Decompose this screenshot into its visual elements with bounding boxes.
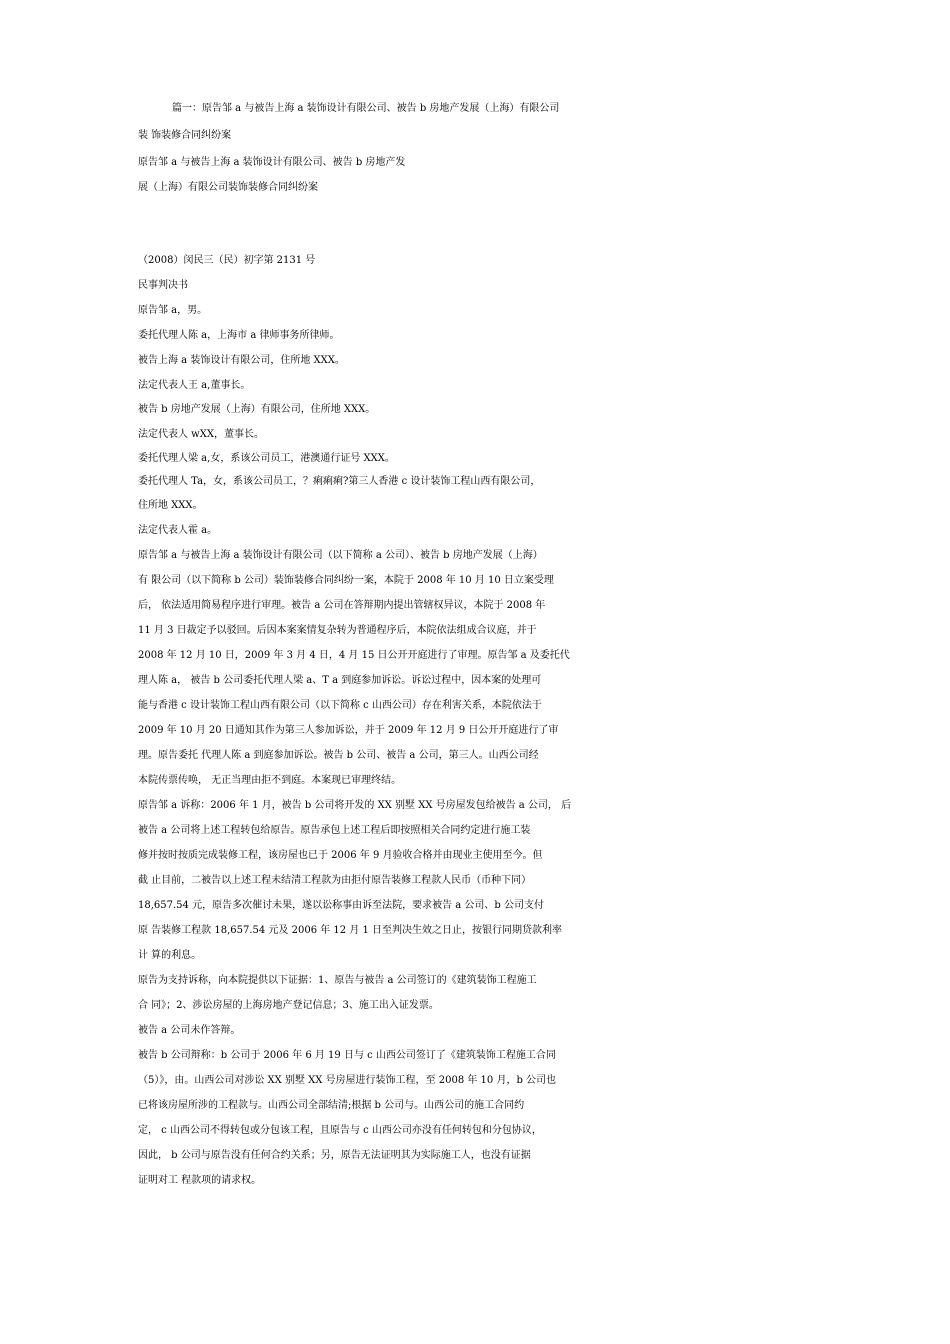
body-line: 原告邹 a 诉称：2006 年 1 月，被告 b 公司将开发的 XX 别墅 XX 号房屋发包给被告 a 公司， 后 <box>138 800 572 811</box>
body-line: 18,657.54 元，原告多次催讨未果，遂以讼称事由诉至法院，要求被告 a 公司、b 公司支付 <box>138 900 544 911</box>
body-line: 11 月 3 日裁定予以驳回。后因本案案情复杂转为普通程序后，本院依法组成合议庭，并于 <box>138 625 537 636</box>
body-line: 后， 依法适用简易程序进行审理。被告 a 公司在答辩期内提出管辖权异议，本院于 2008 年 <box>138 600 546 611</box>
title-line-1: 篇一：原告邹 a 与被告上海 a 装饰设计有限公司、被告 b 房地产发展（上海）有限公司 <box>172 103 560 114</box>
party-line: 委托代理人陈 a，上海市 a 律师事务所律师。 <box>138 330 340 341</box>
body-line: 本院传票传唤， 无正当理由拒不到庭。本案现已审理终结。 <box>138 775 402 786</box>
body-line: 已将该房屋所涉的工程款与。山西公司全部结清;根据 b 公司与。山西公司的施工合同约 <box>138 1100 525 1111</box>
body-line: 计 算的利息。 <box>138 950 202 961</box>
body-line: 原告邹 a 与被告上海 a 装饰设计有限公司（以下简称 a 公司）、被告 b 房地产发展（上海） <box>138 550 543 561</box>
party-line: 委托代理人 Ta，女，系该公司员工，？痢痢痢?第三人香港 c 设计装饰工程山西有限公司， <box>138 476 541 487</box>
body-line: 有 限公司（以下简称 b 公司）装饰装修合同纠纷一案，本院于 2008 年 10 月 10 日立案受理 <box>138 575 554 586</box>
title-line-2: 装 饰装修合同纠纷案 <box>138 130 232 141</box>
document-type: 民事判决书 <box>138 280 188 291</box>
party-line: 法定代表人 wXX，董事长。 <box>138 429 264 440</box>
subtitle-line-2: 展（上海）有限公司装饰装修合同纠纷案 <box>138 182 318 193</box>
body-line: 理人陈 a， 被告 b 公司委托代理人梁 a、T a 到庭参加诉讼。诉讼过程中，因本案的处理可 <box>138 675 542 686</box>
subtitle-line-1: 原告邹 a 与被告上海 a 装饰设计有限公司、被告 b 房地产发 <box>138 157 406 168</box>
body-line: 2009 年 10 月 20 日通知其作为第三人参加诉讼，并于 2009 年 12 月 9 日公开开庭进行了审 <box>138 725 559 736</box>
party-line: 原告邹 a，男。 <box>138 305 208 316</box>
case-number: （2008）闵民三（民）初字第 2131 号 <box>138 255 316 266</box>
body-line: 原告为支持诉称，向本院提供以下证据：1、原告与被告 a 公司签订的《建筑装饰工程施工 <box>138 975 537 986</box>
party-line: 法定代表人霍 a。 <box>138 525 218 536</box>
body-line: （5）》，由。山西公司对涉讼 XX 别墅 XX 号房屋进行装饰工程，至 2008 年 10 月，b 公司也 <box>138 1075 557 1086</box>
body-line: 合 同》；2、涉讼房屋的上海房地产登记信息；3、施工出入证发票。 <box>138 1000 439 1011</box>
party-line: 住所地 XXX。 <box>138 500 203 511</box>
party-line: 被告 b 房地产发展（上海）有限公司，住所地 XXX。 <box>138 404 376 415</box>
body-line: 能与香港 c 设计装饰工程山西有限公司（以下简称 c 山西公司）存在利害关系，本院依法于 <box>138 700 542 711</box>
party-line: 委托代理人梁 a,女，系该公司员工，港澳通行证号 XXX。 <box>138 453 395 464</box>
body-line: 被告 b 公司辩称：b 公司于 2006 年 6 月 19 日与 c 山西公司签订了《建筑装饰工程施工合同 <box>138 1050 556 1061</box>
body-line: 理。原告委托 代理人陈 a 到庭参加诉讼。被告 b 公司、被告 a 公司，第三人。山西公司经 <box>138 750 539 761</box>
body-line: 被告 a 公司未作答辩。 <box>138 1025 241 1036</box>
body-line: 2008 年 12 月 10 日，2009 年 3 月 4 日，4 月 15 日公开开庭进行了审理。原告邹 a 及委托代 <box>138 650 570 661</box>
body-line: 被告 a 公司将上述工程转包给原告。原告承包上述工程后即按照相关合同约定进行施工装 <box>138 825 531 836</box>
body-line: 修并按时按质完成装修工程，该房屋也已于 2006 年 9 月验收合格并由现业主使用至今。但 <box>138 850 543 861</box>
body-line: 定， c 山西公司不得转包或分包该工程，且原告与 c 山西公司亦没有任何转包和分包协议， <box>138 1125 542 1136</box>
body-line: 截 止目前，二被告以上述工程未结清工程款为由拒付原告装修工程款人民币（币种下同） <box>138 875 532 886</box>
party-line: 被告上海 a 装饰设计有限公司，住所地 XXX。 <box>138 355 345 366</box>
body-line: 证明对工 程款项的请求权。 <box>138 1175 262 1186</box>
body-line: 原 告装修工程款 18,657.54 元及 2006 年 12 月 1 日至判决生效之日止，按银行同期贷款利率 <box>138 925 563 936</box>
party-line: 法定代表人王 a,董事长。 <box>138 380 251 391</box>
body-line: 因此， b 公司与原告没有任何合约关系；另，原告无法证明其为实际施工人，也没有证据 <box>138 1150 531 1161</box>
